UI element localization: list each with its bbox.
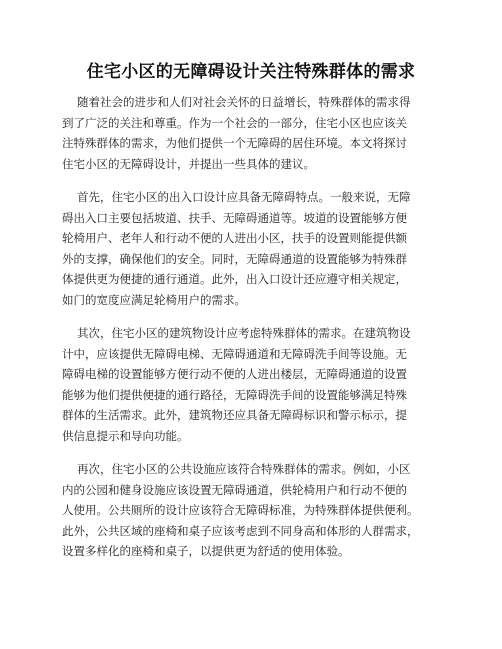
paragraph-2-line-5: 体提供更为便捷的通行通道。此外，出入口设计还应遵守相关规定，	[62, 272, 407, 286]
paragraph-3-line-3: 障碍电梯的设置能够方便行动不便的人进出楼层，无障碍通道的设置	[62, 367, 407, 381]
paragraph-1-line-3: 注特殊群体的需求，为他们提供一个无障碍的居住环境。本文将探讨	[62, 136, 407, 150]
paragraph-4-line-1: 再次，住宅小区的公共设施应该符合特殊群体的需求。例如，小区	[77, 462, 411, 476]
paragraph-3-line-4: 能够为他们提供便捷的通行路径，无障碍洗手间的设置能够满足特殊	[62, 388, 407, 402]
paragraph-2-line-6: 如门的宽度应满足轮椅用户的需求。	[62, 293, 246, 307]
paragraph-3-line-1: 其次，住宅小区的建筑物设计应考虑特殊群体的需求。在建筑物设	[77, 326, 411, 340]
paragraph-2-line-4: 外的支撑，确保他们的安全。同时，无障碍通道的设置能够为特殊群	[62, 252, 407, 266]
paragraph-1-line-1: 随着社会的进步和人们对社会关怀的日益增长，特殊群体的需求得	[77, 95, 411, 109]
paragraph-3-line-6: 供信息提示和导向功能。	[62, 429, 189, 443]
paragraph-4-line-3: 人使用。公共厕所的设计应该符合无障碍标准，为特殊群体提供便利。	[62, 503, 419, 517]
paragraph-2-line-1: 首先，住宅小区的出入口设计应具备无障碍特点。一般来说，无障	[77, 190, 411, 204]
paragraph-4-line-4: 此外，公共区域的座椅和桌子应该考虑到不同身高和体形的人群需求，	[62, 524, 419, 538]
paragraph-2-line-2: 碍出入口主要包括坡道、扶手、无障碍通道等。坡道的设置能够方便	[62, 211, 407, 225]
paragraph-3-line-2: 计中，应该提供无障碍电梯、无障碍通道和无障碍洗手间等设施。无	[62, 347, 407, 361]
paragraph-2-line-3: 轮椅用户、老年人和行动不便的人进出小区，扶手的设置则能提供额	[62, 231, 407, 245]
paragraph-3-line-5: 群体的生活需求。此外，建筑物还应具备无障碍标识和警示标示，提	[62, 408, 407, 422]
paragraph-4-line-2: 内的公园和健身设施应该设置无障碍通道，供轮椅用户和行动不便的	[62, 483, 407, 497]
paragraph-1-line-2: 到了广泛的关注和尊重。作为一个社会的一部分，住宅小区也应该关	[62, 116, 407, 130]
paragraph-4-line-5: 设置多样化的座椅和桌子，以提供更为舒适的使用体验。	[62, 544, 350, 558]
paragraph-1-line-4: 住宅小区的无障碍设计，并提出一些具体的建议。	[62, 157, 315, 171]
document-title: 住宅小区的无障碍设计关注特殊群体的需求	[86, 62, 416, 82]
